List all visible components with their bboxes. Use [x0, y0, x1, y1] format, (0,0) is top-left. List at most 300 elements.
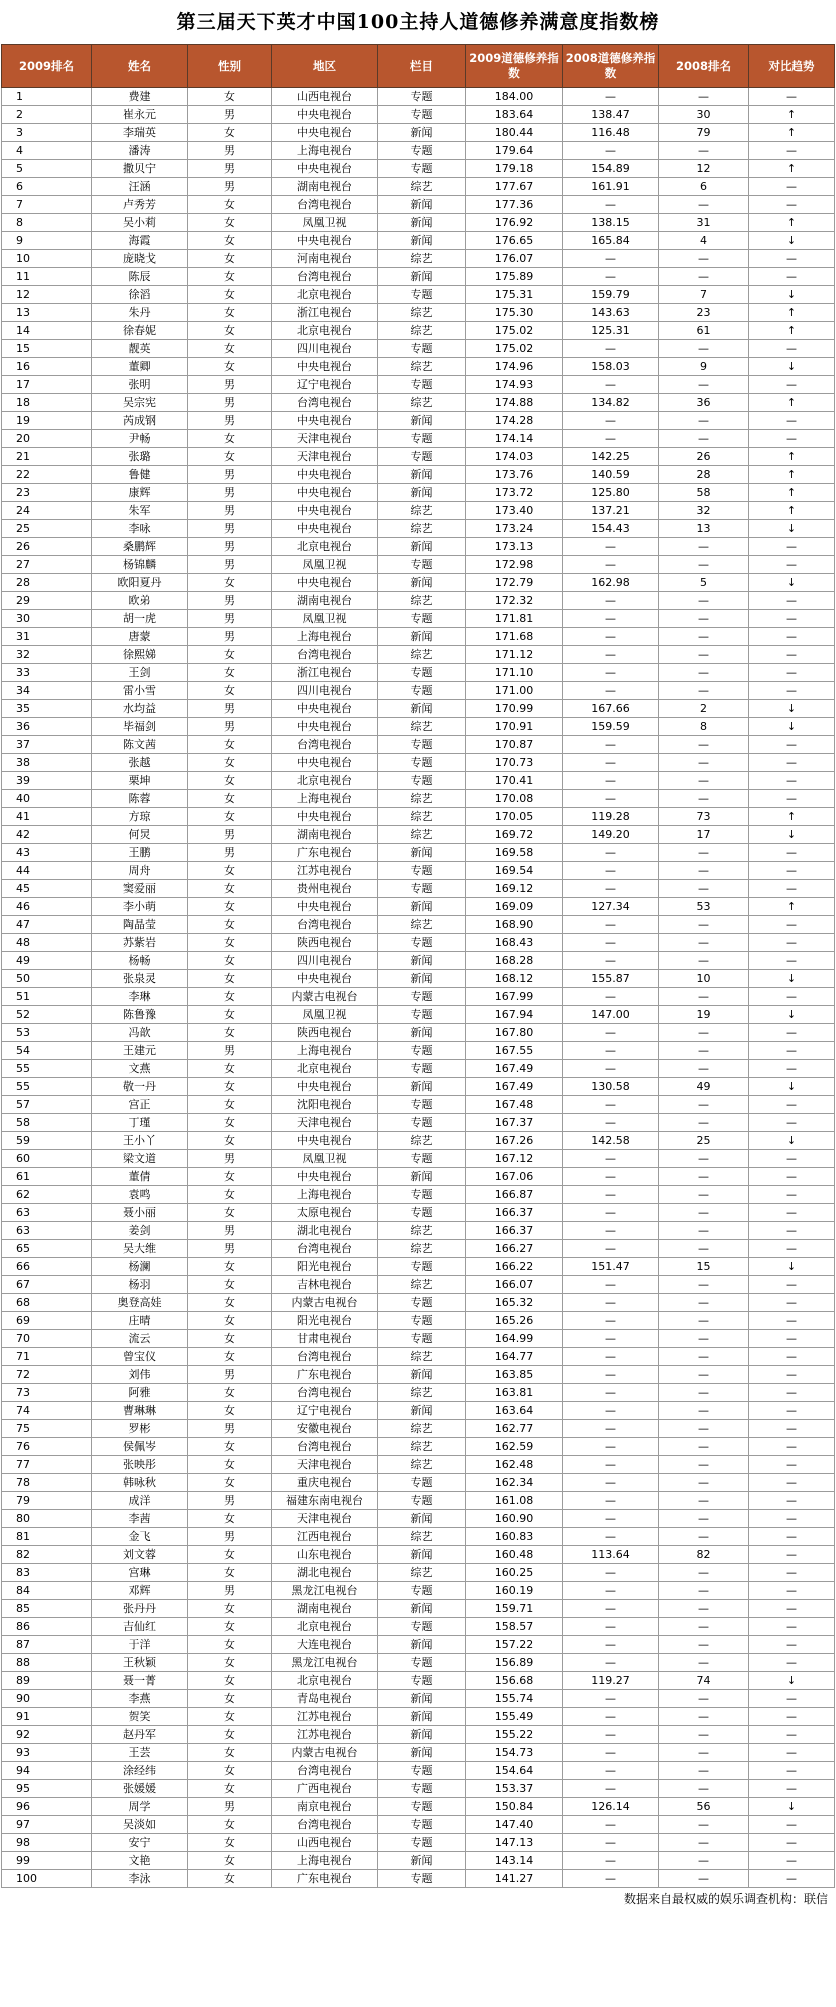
region-cell: 重庆电视台: [272, 1474, 378, 1492]
index-2009-cell: 179.18: [466, 160, 563, 178]
gender-cell: 男: [188, 628, 272, 646]
region-cell: 上海电视台: [272, 628, 378, 646]
rank-2008-cell: —: [659, 430, 749, 448]
index-2008-cell: —: [563, 88, 659, 106]
name-cell: 陈文茜: [92, 736, 188, 754]
trend-cell: —: [749, 736, 835, 754]
program-cell: 新闻: [378, 268, 466, 286]
rank-2008-cell: —: [659, 1762, 749, 1780]
rank-2008-cell: —: [659, 1870, 749, 1888]
program-cell: 综艺: [378, 394, 466, 412]
index-2008-cell: —: [563, 646, 659, 664]
index-2008-cell: —: [563, 1834, 659, 1852]
region-cell: 中央电视台: [272, 700, 378, 718]
name-cell: 李泳: [92, 1870, 188, 1888]
index-2009-cell: 175.02: [466, 322, 563, 340]
rank-2009-cell: 7: [2, 196, 92, 214]
index-2008-cell: —: [563, 1420, 659, 1438]
name-cell: 朱丹: [92, 304, 188, 322]
gender-cell: 男: [188, 106, 272, 124]
rank-2008-cell: —: [659, 1492, 749, 1510]
region-cell: 陕西电视台: [272, 1024, 378, 1042]
trend-cell: —: [749, 880, 835, 898]
table-row: [2, 1510, 835, 1528]
table-row: [2, 1672, 835, 1690]
trend-cell: —: [749, 1564, 835, 1582]
table-row: [2, 1096, 835, 1114]
rank-2008-cell: —: [659, 1852, 749, 1870]
name-cell: 徐滔: [92, 286, 188, 304]
index-2009-cell: 163.81: [466, 1384, 563, 1402]
name-cell: 康辉: [92, 484, 188, 502]
rank-2008-cell: 8: [659, 718, 749, 736]
trend-cell: —: [749, 1510, 835, 1528]
index-2008-cell: 125.31: [563, 322, 659, 340]
index-2009-cell: 155.22: [466, 1726, 563, 1744]
name-cell: 汪涵: [92, 178, 188, 196]
trend-cell: —: [749, 1402, 835, 1420]
name-cell: 崔永元: [92, 106, 188, 124]
trend-cell: —: [749, 1348, 835, 1366]
gender-cell: 女: [188, 1348, 272, 1366]
region-cell: 辽宁电视台: [272, 1402, 378, 1420]
trend-cell: —: [749, 1762, 835, 1780]
gender-cell: 女: [188, 1744, 272, 1762]
name-cell: 徐春妮: [92, 322, 188, 340]
table-row: [2, 1528, 835, 1546]
index-2009-cell: 160.25: [466, 1564, 563, 1582]
gender-cell: 女: [188, 1258, 272, 1276]
program-cell: 新闻: [378, 1726, 466, 1744]
table-row: [2, 322, 835, 340]
table-row: [2, 1078, 835, 1096]
rank-2009-cell: 55: [2, 1078, 92, 1096]
name-cell: 曾宝仪: [92, 1348, 188, 1366]
rank-2008-cell: —: [659, 1636, 749, 1654]
region-cell: 天津电视台: [272, 430, 378, 448]
table-row: [2, 1132, 835, 1150]
rank-2009-cell: 95: [2, 1780, 92, 1798]
trend-cell: —: [749, 1726, 835, 1744]
rank-2008-cell: —: [659, 88, 749, 106]
gender-cell: 女: [188, 934, 272, 952]
region-cell: 上海电视台: [272, 1852, 378, 1870]
index-2008-cell: 138.15: [563, 214, 659, 232]
index-2008-cell: —: [563, 1168, 659, 1186]
program-cell: 专题: [378, 1186, 466, 1204]
rank-2008-cell: —: [659, 754, 749, 772]
trend-cell: ↓: [749, 1078, 835, 1096]
region-cell: 内蒙古电视台: [272, 988, 378, 1006]
index-2009-cell: 157.22: [466, 1636, 563, 1654]
index-2009-cell: 167.55: [466, 1042, 563, 1060]
rank-2008-cell: 15: [659, 1258, 749, 1276]
table-row: [2, 736, 835, 754]
rank-2009-cell: 39: [2, 772, 92, 790]
name-cell: 张璐: [92, 448, 188, 466]
program-cell: 综艺: [378, 646, 466, 664]
rank-2008-cell: 23: [659, 304, 749, 322]
table-row: [2, 988, 835, 1006]
header-index-2008: 2008道德修养指数: [563, 45, 659, 88]
trend-cell: —: [749, 1114, 835, 1132]
rank-2008-cell: —: [659, 682, 749, 700]
index-2009-cell: 169.09: [466, 898, 563, 916]
program-cell: 专题: [378, 1258, 466, 1276]
index-2009-cell: 162.77: [466, 1420, 563, 1438]
index-2008-cell: —: [563, 1744, 659, 1762]
index-2009-cell: 162.59: [466, 1438, 563, 1456]
trend-cell: ↓: [749, 232, 835, 250]
program-cell: 专题: [378, 1006, 466, 1024]
gender-cell: 女: [188, 1546, 272, 1564]
gender-cell: 男: [188, 826, 272, 844]
index-2009-cell: 172.98: [466, 556, 563, 574]
name-cell: 袁鸣: [92, 1186, 188, 1204]
rank-2008-cell: —: [659, 1366, 749, 1384]
region-cell: 四川电视台: [272, 682, 378, 700]
table-row: [2, 1024, 835, 1042]
region-cell: 北京电视台: [272, 286, 378, 304]
program-cell: 综艺: [378, 358, 466, 376]
index-2008-cell: —: [563, 1474, 659, 1492]
name-cell: 陈辰: [92, 268, 188, 286]
index-2008-cell: 140.59: [563, 466, 659, 484]
index-2009-cell: 176.65: [466, 232, 563, 250]
name-cell: 方琼: [92, 808, 188, 826]
trend-cell: ↑: [749, 898, 835, 916]
rank-2009-cell: 61: [2, 1168, 92, 1186]
region-cell: 凤凰卫视: [272, 1006, 378, 1024]
gender-cell: 男: [188, 700, 272, 718]
rank-2009-cell: 54: [2, 1042, 92, 1060]
region-cell: 中央电视台: [272, 502, 378, 520]
program-cell: 专题: [378, 1492, 466, 1510]
table-row: [2, 1258, 835, 1276]
index-2008-cell: —: [563, 934, 659, 952]
rank-2009-cell: 96: [2, 1798, 92, 1816]
gender-cell: 女: [188, 1708, 272, 1726]
index-2009-cell: 170.99: [466, 700, 563, 718]
index-2008-cell: —: [563, 1222, 659, 1240]
gender-cell: 女: [188, 124, 272, 142]
index-2009-cell: 170.73: [466, 754, 563, 772]
trend-cell: —: [749, 1654, 835, 1672]
index-2009-cell: 170.87: [466, 736, 563, 754]
trend-cell: —: [749, 1024, 835, 1042]
index-2008-cell: —: [563, 1276, 659, 1294]
program-cell: 专题: [378, 106, 466, 124]
gender-cell: 女: [188, 880, 272, 898]
rank-2008-cell: 25: [659, 1132, 749, 1150]
trend-cell: ↓: [749, 574, 835, 592]
rank-2009-cell: 62: [2, 1186, 92, 1204]
rank-2009-cell: 27: [2, 556, 92, 574]
gender-cell: 女: [188, 1672, 272, 1690]
rank-2008-cell: —: [659, 340, 749, 358]
trend-cell: —: [749, 1366, 835, 1384]
header-rank-2008: 2008排名: [659, 45, 749, 88]
rank-2008-cell: —: [659, 1510, 749, 1528]
region-cell: 天津电视台: [272, 448, 378, 466]
rank-2008-cell: —: [659, 1024, 749, 1042]
program-cell: 专题: [378, 376, 466, 394]
gender-cell: 男: [188, 484, 272, 502]
gender-cell: 女: [188, 1186, 272, 1204]
rank-2008-cell: —: [659, 1600, 749, 1618]
trend-cell: —: [749, 1600, 835, 1618]
index-2009-cell: 171.10: [466, 664, 563, 682]
program-cell: 新闻: [378, 538, 466, 556]
name-cell: 张明: [92, 376, 188, 394]
region-cell: 台湾电视台: [272, 736, 378, 754]
gender-cell: 女: [188, 664, 272, 682]
gender-cell: 女: [188, 1330, 272, 1348]
trend-cell: —: [749, 754, 835, 772]
gender-cell: 女: [188, 1816, 272, 1834]
trend-cell: —: [749, 142, 835, 160]
region-cell: 大连电视台: [272, 1636, 378, 1654]
name-cell: 成洋: [92, 1492, 188, 1510]
region-cell: 台湾电视台: [272, 1384, 378, 1402]
rank-2009-cell: 31: [2, 628, 92, 646]
region-cell: 中央电视台: [272, 106, 378, 124]
table-row: [2, 1798, 835, 1816]
index-2009-cell: 166.27: [466, 1240, 563, 1258]
program-cell: 专题: [378, 430, 466, 448]
gender-cell: 女: [188, 448, 272, 466]
rank-2009-cell: 79: [2, 1492, 92, 1510]
region-cell: 北京电视台: [272, 1060, 378, 1078]
program-cell: 综艺: [378, 808, 466, 826]
program-cell: 综艺: [378, 1456, 466, 1474]
gender-cell: 女: [188, 808, 272, 826]
program-cell: 专题: [378, 754, 466, 772]
rank-2008-cell: —: [659, 1420, 749, 1438]
table-row: [2, 1384, 835, 1402]
gender-cell: 男: [188, 412, 272, 430]
rank-2008-cell: 61: [659, 322, 749, 340]
rank-2008-cell: —: [659, 790, 749, 808]
name-cell: 陈鲁豫: [92, 1006, 188, 1024]
table-row: [2, 1636, 835, 1654]
index-2008-cell: —: [563, 268, 659, 286]
program-cell: 专题: [378, 1294, 466, 1312]
gender-cell: 男: [188, 466, 272, 484]
rank-2009-cell: 4: [2, 142, 92, 160]
table-row: [2, 214, 835, 232]
rank-2009-cell: 2: [2, 106, 92, 124]
rank-2008-cell: —: [659, 862, 749, 880]
index-2008-cell: —: [563, 376, 659, 394]
rank-2009-cell: 38: [2, 754, 92, 772]
rank-2009-cell: 91: [2, 1708, 92, 1726]
gender-cell: 男: [188, 538, 272, 556]
region-cell: 中央电视台: [272, 970, 378, 988]
program-cell: 新闻: [378, 1510, 466, 1528]
table-row: [2, 934, 835, 952]
region-cell: 中央电视台: [272, 574, 378, 592]
index-2008-cell: —: [563, 1564, 659, 1582]
region-cell: 广东电视台: [272, 1870, 378, 1888]
rank-2009-cell: 50: [2, 970, 92, 988]
gender-cell: 女: [188, 1726, 272, 1744]
rank-2009-cell: 66: [2, 1258, 92, 1276]
index-2009-cell: 147.40: [466, 1816, 563, 1834]
trend-cell: ↑: [749, 322, 835, 340]
index-2008-cell: —: [563, 250, 659, 268]
index-2009-cell: 172.32: [466, 592, 563, 610]
gender-cell: 女: [188, 1078, 272, 1096]
name-cell: 罗彬: [92, 1420, 188, 1438]
rank-2008-cell: —: [659, 1042, 749, 1060]
rank-2008-cell: 7: [659, 286, 749, 304]
name-cell: 吴小莉: [92, 214, 188, 232]
index-2008-cell: —: [563, 1654, 659, 1672]
program-cell: 专题: [378, 988, 466, 1006]
name-cell: 吴宗宪: [92, 394, 188, 412]
index-2008-cell: —: [563, 952, 659, 970]
region-cell: 河南电视台: [272, 250, 378, 268]
rank-2009-cell: 15: [2, 340, 92, 358]
rank-2009-cell: 86: [2, 1618, 92, 1636]
name-cell: 宫琳: [92, 1564, 188, 1582]
region-cell: 山西电视台: [272, 1834, 378, 1852]
region-cell: 沈阳电视台: [272, 1096, 378, 1114]
program-cell: 综艺: [378, 826, 466, 844]
rank-2008-cell: —: [659, 934, 749, 952]
program-cell: 专题: [378, 736, 466, 754]
rank-2009-cell: 80: [2, 1510, 92, 1528]
gender-cell: 女: [188, 1618, 272, 1636]
index-2008-cell: —: [563, 1870, 659, 1888]
index-2008-cell: —: [563, 880, 659, 898]
gender-cell: 女: [188, 304, 272, 322]
table-row: [2, 772, 835, 790]
index-2008-cell: —: [563, 1096, 659, 1114]
rank-2009-cell: 41: [2, 808, 92, 826]
rank-2008-cell: —: [659, 610, 749, 628]
program-cell: 专题: [378, 1582, 466, 1600]
trend-cell: —: [749, 538, 835, 556]
gender-cell: 男: [188, 142, 272, 160]
rank-2009-cell: 12: [2, 286, 92, 304]
rank-2009-cell: 55: [2, 1060, 92, 1078]
program-cell: 专题: [378, 664, 466, 682]
gender-cell: 男: [188, 1042, 272, 1060]
rank-2008-cell: 13: [659, 520, 749, 538]
index-2009-cell: 154.64: [466, 1762, 563, 1780]
gender-cell: 女: [188, 250, 272, 268]
name-cell: 曹琳琳: [92, 1402, 188, 1420]
trend-cell: —: [749, 268, 835, 286]
index-2008-cell: —: [563, 1456, 659, 1474]
trend-cell: —: [749, 1276, 835, 1294]
header-name: 姓名: [92, 45, 188, 88]
trend-cell: —: [749, 1042, 835, 1060]
program-cell: 专题: [378, 1204, 466, 1222]
name-cell: 陈蓉: [92, 790, 188, 808]
header-row: [2, 45, 835, 88]
gender-cell: 女: [188, 1006, 272, 1024]
rank-2008-cell: 30: [659, 106, 749, 124]
program-cell: 专题: [378, 772, 466, 790]
index-2008-cell: —: [563, 790, 659, 808]
table-row: [2, 610, 835, 628]
index-2008-cell: 130.58: [563, 1078, 659, 1096]
region-cell: 陕西电视台: [272, 934, 378, 952]
trend-cell: ↓: [749, 718, 835, 736]
name-cell: 李小萌: [92, 898, 188, 916]
region-cell: 青岛电视台: [272, 1690, 378, 1708]
index-2009-cell: 167.99: [466, 988, 563, 1006]
rank-2008-cell: 73: [659, 808, 749, 826]
name-cell: 杨羽: [92, 1276, 188, 1294]
gender-cell: 女: [188, 1636, 272, 1654]
trend-cell: —: [749, 844, 835, 862]
index-2008-cell: —: [563, 1528, 659, 1546]
gender-cell: 女: [188, 1312, 272, 1330]
index-2008-cell: 125.80: [563, 484, 659, 502]
table-row: [2, 1042, 835, 1060]
region-cell: 台湾电视台: [272, 196, 378, 214]
gender-cell: 女: [188, 358, 272, 376]
region-cell: 太原电视台: [272, 1204, 378, 1222]
trend-cell: —: [749, 1204, 835, 1222]
region-cell: 台湾电视台: [272, 1240, 378, 1258]
index-2008-cell: 113.64: [563, 1546, 659, 1564]
rank-2009-cell: 32: [2, 646, 92, 664]
table-row: [2, 232, 835, 250]
program-cell: 专题: [378, 682, 466, 700]
trend-cell: —: [749, 1294, 835, 1312]
region-cell: 山西电视台: [272, 88, 378, 106]
rank-2009-cell: 1: [2, 88, 92, 106]
rank-2009-cell: 90: [2, 1690, 92, 1708]
name-cell: 王建元: [92, 1042, 188, 1060]
program-cell: 专题: [378, 1096, 466, 1114]
program-cell: 专题: [378, 934, 466, 952]
table-row: [2, 1654, 835, 1672]
gender-cell: 男: [188, 556, 272, 574]
trend-cell: —: [749, 1312, 835, 1330]
program-cell: 综艺: [378, 790, 466, 808]
name-cell: 栗坤: [92, 772, 188, 790]
trend-cell: —: [749, 1168, 835, 1186]
rank-2008-cell: —: [659, 1060, 749, 1078]
rank-2008-cell: —: [659, 1690, 749, 1708]
index-2008-cell: —: [563, 1042, 659, 1060]
region-cell: 台湾电视台: [272, 268, 378, 286]
rank-2008-cell: 6: [659, 178, 749, 196]
name-cell: 何炅: [92, 826, 188, 844]
index-2009-cell: 163.64: [466, 1402, 563, 1420]
region-cell: 内蒙古电视台: [272, 1744, 378, 1762]
index-2008-cell: 159.79: [563, 286, 659, 304]
table-row: [2, 1708, 835, 1726]
rank-2009-cell: 98: [2, 1834, 92, 1852]
table-row: [2, 1222, 835, 1240]
rank-2009-cell: 8: [2, 214, 92, 232]
index-2008-cell: 142.58: [563, 1132, 659, 1150]
index-2009-cell: 164.77: [466, 1348, 563, 1366]
gender-cell: 男: [188, 592, 272, 610]
rank-2008-cell: —: [659, 736, 749, 754]
name-cell: 水均益: [92, 700, 188, 718]
region-cell: 中央电视台: [272, 466, 378, 484]
program-cell: 专题: [378, 556, 466, 574]
name-cell: 陶晶莹: [92, 916, 188, 934]
